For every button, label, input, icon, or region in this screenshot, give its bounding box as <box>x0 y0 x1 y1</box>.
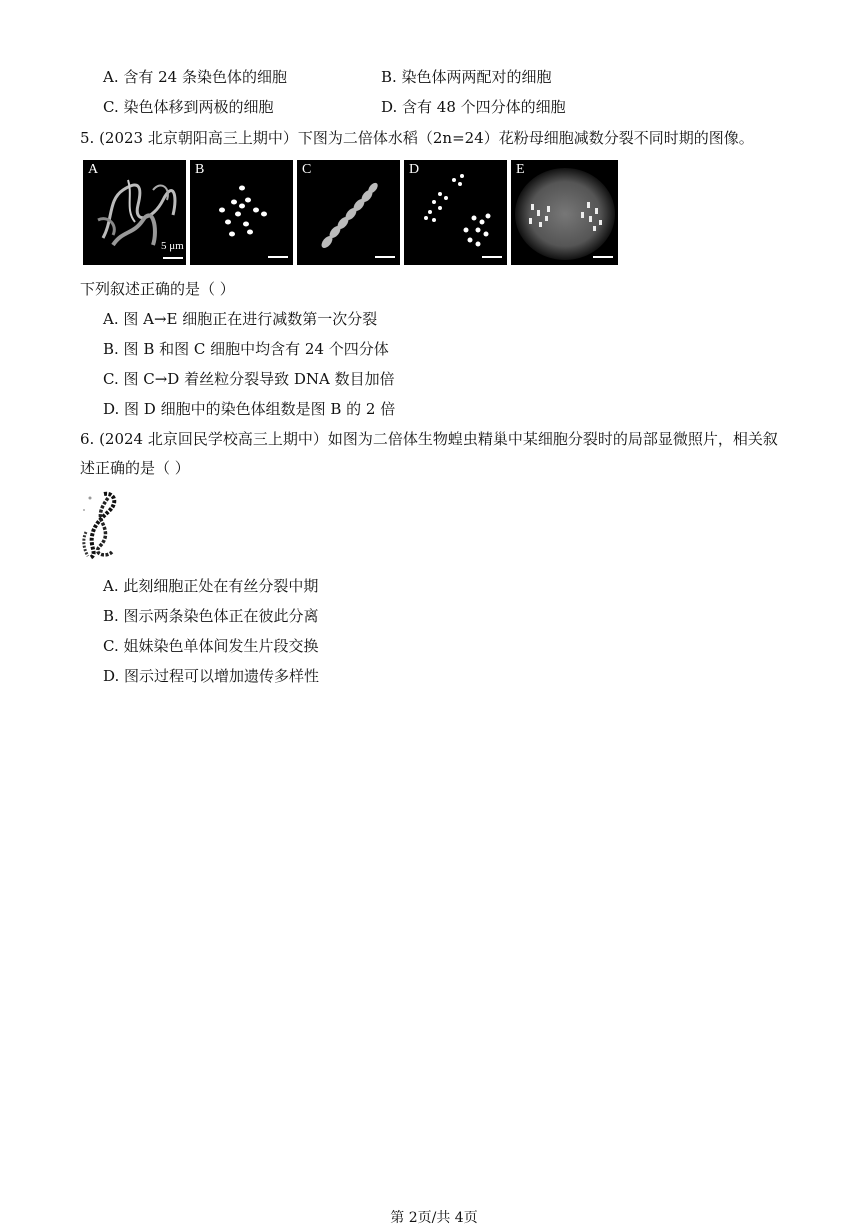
scale-bar <box>482 256 502 258</box>
panel-e <box>511 160 618 265</box>
panel-b-label: B <box>195 162 205 177</box>
panel-c-label: C <box>302 162 312 177</box>
panel-b-image <box>190 160 293 265</box>
q4-option-row-1 <box>103 68 552 86</box>
q5-option-a: A. 图 A→E 细胞正在进行减数第一次分裂 <box>103 310 378 328</box>
q4-option-d: D. 含有 48 个四分体的细胞 <box>381 98 566 116</box>
q6-option-c: C. 姐妹染色单体间发生片段交换 <box>103 637 319 655</box>
q6-micrograph <box>78 488 123 564</box>
scale-bar <box>375 256 395 258</box>
q4-option-c: C. 染色体移到两极的细胞 <box>103 98 274 116</box>
panel-c <box>297 160 400 265</box>
scale-bar <box>163 257 183 259</box>
panel-e-image <box>511 160 618 265</box>
q4-option-a: A. 含有 24 条染色体的细胞 <box>103 68 287 86</box>
q5-option-c: C. 图 C→D 着丝粒分裂导致 DNA 数目加倍 <box>103 370 395 388</box>
panel-a-label: A <box>88 162 99 177</box>
panel-a <box>83 160 186 265</box>
q6-option-b: B. 图示两条染色体正在彼此分离 <box>103 607 319 625</box>
panel-d-image <box>404 160 507 265</box>
q6-stem-line-2: 述正确的是（ ） <box>80 459 190 477</box>
q5-option-d: D. 图 D 细胞中的染色体组数是图 B 的 2 倍 <box>103 400 396 418</box>
page-footer: 第 2页/共 4页 <box>390 1210 478 1226</box>
scale-label: 5 μm <box>161 240 184 252</box>
panel-d-label: D <box>409 162 420 177</box>
panel-b <box>190 160 293 265</box>
scale-bar <box>593 256 613 258</box>
q5-stem: 5. (2023 北京朝阳高三上期中）下图为二倍体水稻（2n=24）花粉母细胞减数分裂不同时期的图像。 <box>80 129 754 147</box>
panel-e-label: E <box>516 162 525 177</box>
q4-option-b: B. 染色体两两配对的细胞 <box>381 68 552 86</box>
q4-option-row-2 <box>103 98 566 116</box>
q5-prompt: 下列叙述正确的是（ ） <box>80 280 235 298</box>
panel-c-image <box>297 160 400 265</box>
q5-option-b: B. 图 B 和图 C 细胞中均含有 24 个四分体 <box>103 340 389 358</box>
scale-bar <box>268 256 288 258</box>
q6-stem-line-1: 6. (2024 北京回民学校高三上期中）如图为二倍体生物蝗虫精巢中某细胞分裂时的局部显微照片，相关叙 <box>80 430 778 448</box>
panel-d <box>404 160 507 265</box>
q6-option-a: A. 此刻细胞正处在有丝分裂中期 <box>103 577 319 595</box>
q6-option-d: D. 图示过程可以增加遗传多样性 <box>103 667 320 685</box>
